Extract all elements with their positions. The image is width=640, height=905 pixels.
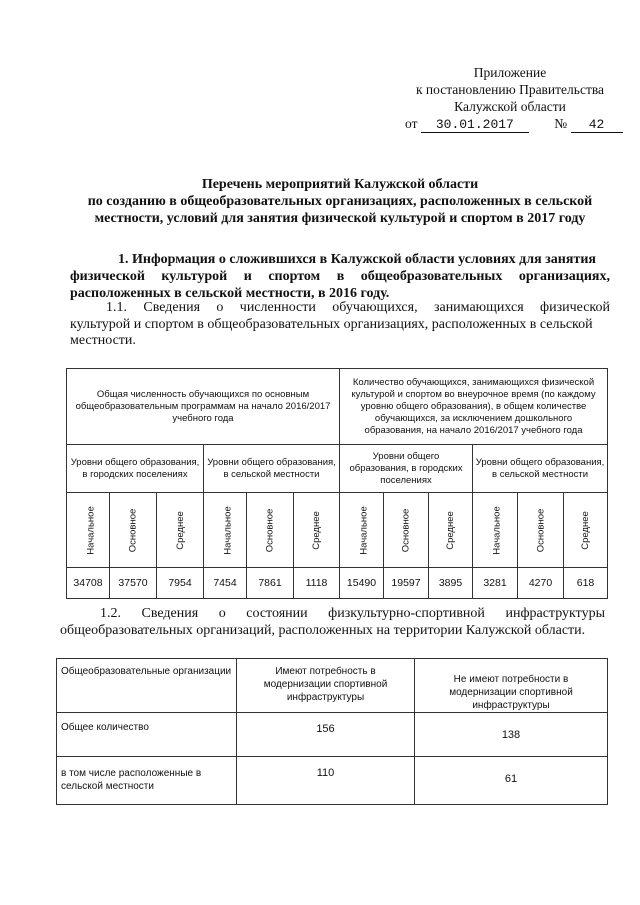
table1-subcol: Среднее xyxy=(157,493,204,568)
table2-header-no-need: Не имеют потребности в модернизации спортивной инфраструктуры xyxy=(415,659,608,713)
table2-no-need-value: 61 xyxy=(415,757,608,805)
appendix-header xyxy=(390,64,630,115)
section1-heading-line-1: 1. Информация о сложившихся в Калужской области условиях для занятия xyxy=(118,252,596,267)
table2-header-org: Общеобразовательные организации xyxy=(57,659,237,713)
table1-value: 7454 xyxy=(204,568,247,599)
table1-values-row xyxy=(67,568,608,599)
table1-level-rural-2: Уровни общего образования, в сельской местности xyxy=(473,445,608,493)
table1-subcol: Начальное xyxy=(67,493,110,568)
table1-level-urban-1: Уровни общего образования, в городских поселениях xyxy=(67,445,204,493)
table1-subcol: Основное xyxy=(110,493,157,568)
document-title xyxy=(70,176,610,227)
title-line-3: местности, условий для занятия физической культурой и спортом в 2017 году xyxy=(94,211,586,226)
table1-value: 19597 xyxy=(384,568,429,599)
infrastructure-table xyxy=(56,658,608,805)
table2-header-need: Имеют потребность в модернизации спортивной инфраструктуры xyxy=(237,659,415,713)
table1-value: 15490 xyxy=(340,568,384,599)
p11-line-1: 1.1. Сведения о численности обучающихся, занимающихся физической xyxy=(106,300,610,315)
p12-line-1: 1.2. Сведения о состоянии физкультурно-спортивной инфраструктуры xyxy=(100,606,605,621)
table1-subcol: Начальное xyxy=(473,493,518,568)
section1-heading-line-3: расположенных в сельской местности, в 2016 году. xyxy=(70,286,390,301)
table1-subcol: Среднее xyxy=(429,493,473,568)
table1-level-urban-2: Уровни общего образования, в городских поселениях xyxy=(340,445,473,493)
table2-need-value: 110 xyxy=(237,757,415,805)
table1-subcol: Среднее xyxy=(564,493,608,568)
table1-subcol: Среднее xyxy=(294,493,340,568)
title-line-1: Перечень мероприятий Калужской области xyxy=(201,177,479,192)
title-line-2: по созданию в общеобразовательных организациях, расположенных в сельской xyxy=(87,194,593,209)
appendix-line-3: Калужской области xyxy=(454,99,566,114)
table2-row xyxy=(57,713,608,757)
table1-value: 7954 xyxy=(157,568,204,599)
table1-subcol: Основное xyxy=(247,493,294,568)
table2-row-label: Общее количество xyxy=(57,713,237,757)
table1-value: 3895 xyxy=(429,568,473,599)
table1-group-total: Общая численность обучающихся по основным общеобразовательным программам на начало 2016/2017 учебного года xyxy=(67,369,340,445)
p11-line-2: культурой и спортом в общеобразовательных организациях, расположенных в сельской xyxy=(70,317,593,332)
appendix-date-line xyxy=(405,116,630,133)
table1-subcol: Начальное xyxy=(340,493,384,568)
table1-level-rural-1: Уровни общего образования, в сельской местности xyxy=(204,445,340,493)
table1-value: 37570 xyxy=(110,568,157,599)
number-sign: № xyxy=(554,116,568,131)
table1-value: 618 xyxy=(564,568,608,599)
table1-value: 7861 xyxy=(247,568,294,599)
table2-no-need-value: 138 xyxy=(415,713,608,757)
document-number: 42 xyxy=(571,117,623,133)
appendix-line-1: Приложение xyxy=(473,65,547,80)
table1-value: 3281 xyxy=(473,568,518,599)
section1-heading-line-2: физической культурой и спортом в общеобразовательных организациях, xyxy=(70,269,610,284)
table1-subcol: Начальное xyxy=(204,493,247,568)
table1-value: 34708 xyxy=(67,568,110,599)
p11-line-3: местности. xyxy=(70,333,136,348)
document-date: 30.01.2017 xyxy=(421,117,529,133)
table1-subcol: Основное xyxy=(518,493,564,568)
table1-value: 1118 xyxy=(294,568,340,599)
table1-value: 4270 xyxy=(518,568,564,599)
table2-row-label: в том числе расположенные в сельской местности xyxy=(57,757,237,805)
p12-line-2: общеобразовательных организаций, расположенных на территории Калужской области. xyxy=(60,623,586,638)
date-prefix: от xyxy=(405,116,418,131)
table2-need-value: 156 xyxy=(237,713,415,757)
table1-group-sport: Количество обучающихся, занимающихся физической культурой и спортом во внеурочное время (по каждому уровню общего образования), в общем количестве обучающихся, за исключением дошкольного образования, на начало 2016/2017 учебного года xyxy=(340,369,608,445)
appendix-line-2: к постановлению Правительства xyxy=(415,82,605,97)
table1-subcol: Основное xyxy=(384,493,429,568)
table2-row xyxy=(57,757,608,805)
students-table xyxy=(66,368,608,599)
